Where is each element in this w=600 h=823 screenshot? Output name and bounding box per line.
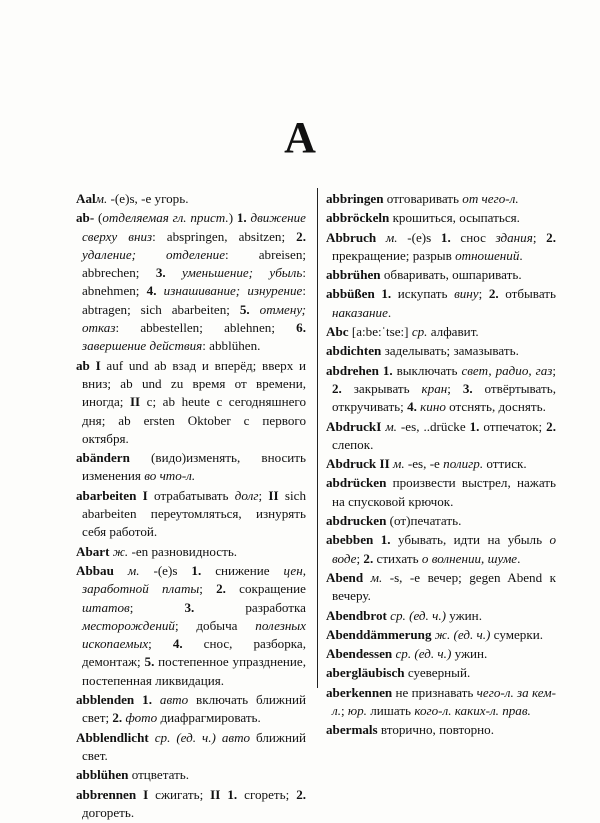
entry-text: ; — [356, 550, 364, 566]
entry-text: . — [387, 304, 392, 320]
entry-headword: abdrücken — [326, 475, 387, 491]
entry-text: ужин. — [445, 607, 482, 623]
entry-text: произвести выстрел, нажать на спусковой крючок. — [332, 475, 556, 509]
entry-label: полезных ископаемых — [82, 617, 306, 652]
entry-sense-number: II — [268, 487, 279, 503]
entry-headword: Abenddämmerung — [326, 626, 432, 642]
entry-text: ; — [532, 229, 547, 245]
entry-sense-number: 1. — [381, 286, 392, 302]
entry-text — [250, 302, 260, 317]
entry-text: прекращение; разрыв — [332, 247, 456, 263]
entry-sense-number: 2. — [296, 786, 307, 802]
entry-sense-number: 1. — [440, 229, 451, 245]
entry-text: [a:be:ˈtse:] — [348, 324, 412, 340]
entry-sense-number: 1. — [380, 532, 391, 548]
entry-text: отвёртывать, откручивать; — [332, 380, 556, 415]
entry-headword: aberkennen — [326, 684, 393, 700]
dictionary-entry — [326, 626, 556, 644]
entry-sense-number: 2. — [488, 286, 499, 302]
dictionary-entry — [326, 229, 556, 266]
entry-label: ж. (ед. ч.) — [434, 626, 491, 642]
dictionary-entry — [326, 342, 556, 360]
entry-headword: abarbeiten I — [76, 487, 148, 503]
entry-text: отрабатывать — [147, 487, 235, 503]
entry-label: ж. — [112, 543, 129, 559]
entry-label: вину — [454, 286, 479, 302]
dictionary-entry — [326, 474, 556, 511]
entry-text: сгореть; — [237, 786, 297, 802]
entry-sense-number: 2. — [363, 550, 374, 566]
entry-text: -s, -e вечер; gegen Abend к вечеру. — [332, 569, 556, 604]
entry-headword: Abendbrot — [326, 607, 387, 623]
entry-label: во что-л. — [144, 468, 196, 484]
dictionary-entry — [76, 357, 306, 448]
dictionary-entry — [76, 562, 306, 690]
entry-text: c; ab heute с сегодняшнего дня; ab ersten Oktober с первого октября. — [82, 394, 306, 446]
entry-headword: abebben — [326, 532, 374, 548]
dictionary-entry — [326, 531, 556, 568]
entry-text: : abtragen; sich abarbeiten; — [82, 283, 306, 317]
entry-text: : abblühen. — [202, 338, 261, 354]
entry-headword: abermals — [326, 722, 378, 738]
entry-label: ср. — [411, 324, 428, 340]
dictionary-entry — [326, 607, 556, 625]
entry-text: обваривать, ошпаривать. — [380, 267, 522, 283]
entry-text: auf und ab взад и вперёд; вверх и вниз; ab und zu время от времени, иногда; — [82, 357, 306, 410]
entry-label: кого-л. каких-л. прав. — [414, 703, 531, 719]
entry-text: : abnehmen; — [82, 265, 306, 299]
entry-text — [156, 283, 163, 298]
entry-label: месторождений — [82, 617, 175, 633]
entry-text — [152, 692, 160, 707]
entry-headword: abblenden — [76, 692, 135, 708]
entry-sense-number: 2. — [112, 710, 123, 726]
left-column — [76, 190, 306, 823]
entry-text — [134, 692, 142, 707]
entry-headword: abändern — [76, 450, 130, 466]
entry-label: м. — [127, 562, 140, 578]
entry-headword: Abend — [326, 569, 364, 585]
right-column — [326, 190, 556, 741]
entry-sense-number: 1. — [191, 562, 202, 578]
entry-headword: Abbau — [76, 562, 114, 578]
dictionary-entry — [76, 691, 306, 728]
entry-sense-number: 4. — [146, 283, 157, 299]
entry-sense-number: 2. — [296, 228, 306, 244]
dictionary-entry — [326, 645, 556, 663]
entry-sense-number: 3. — [184, 599, 195, 615]
entry-label: движение сверху вниз — [82, 210, 306, 244]
entry-sense-number: 3. — [155, 265, 166, 281]
dictionary-entry — [326, 190, 556, 208]
entry-text: крошиться, осыпаться. — [389, 210, 520, 226]
entry-label: свет, радио, газ — [461, 362, 553, 378]
entry-headword: Abc — [326, 324, 349, 340]
entry-label: полигр. — [443, 456, 484, 472]
entry-sense-number: 2. — [546, 229, 556, 245]
entry-text: вторично, повторно. — [377, 722, 494, 738]
entry-label: от чего-л. — [462, 191, 519, 206]
entry-sense-number: 5. — [239, 301, 250, 317]
entry-text: ужин. — [451, 646, 488, 662]
entry-text: ; — [340, 703, 348, 719]
dictionary-entry — [76, 487, 306, 542]
entry-text: сокращение — [225, 581, 306, 597]
entry-text: лишать — [366, 703, 415, 719]
entry-sense-number: 4. — [172, 636, 183, 652]
entry-label: м. — [370, 569, 383, 585]
dictionary-entry — [326, 362, 556, 417]
entry-text: . — [519, 247, 523, 263]
entry-sense-number: 1. — [142, 692, 152, 708]
entry-text: суеверный. — [404, 665, 471, 681]
entry-headword: abdichten — [326, 343, 382, 359]
entry-headword: abbrühen — [326, 267, 381, 283]
entry-text: отпечаток; — [479, 418, 547, 434]
entry-text: . — [517, 550, 521, 566]
entry-text: включать ближний свет; — [82, 692, 307, 726]
entry-headword: abblühen — [76, 767, 129, 783]
entry-sense-number: II — [129, 394, 141, 410]
entry-headword: Abart — [76, 543, 110, 559]
dictionary-entry — [76, 786, 306, 823]
entry-text: снос, разборка, демонтаж; — [82, 636, 306, 670]
entry-label: фото — [125, 710, 158, 726]
entry-label: м. — [385, 229, 398, 245]
entry-label: м. — [95, 191, 108, 206]
entry-label: кран — [421, 380, 448, 396]
dictionary-entry — [76, 766, 306, 784]
dictionary-entry — [76, 209, 306, 355]
entry-text: ; — [148, 636, 173, 652]
dictionary-entry — [326, 418, 556, 455]
entry-headword: abbringen — [326, 191, 384, 206]
entry-text: слепок. — [332, 436, 374, 452]
entry-text: -(e)s — [139, 562, 192, 578]
dictionary-entry — [326, 721, 556, 739]
entry-sense-number: I — [376, 418, 382, 434]
entry-text: (от)печатать. — [386, 513, 462, 529]
entry-text: : abspringen, absitzen; — [152, 228, 297, 244]
entry-label: цен, заработной платы — [82, 562, 306, 597]
entry-label: отношений — [455, 247, 520, 263]
entry-label: юр. — [347, 703, 367, 719]
dictionary-entry — [76, 543, 306, 561]
entry-text: ; — [478, 286, 489, 302]
entry-text: : abbestellen; ablehnen; — [115, 320, 297, 336]
entry-label: м. — [392, 456, 405, 472]
entry-sense-number: 4. — [407, 399, 417, 415]
entry-text: алфавит. — [427, 324, 479, 340]
dictionary-entry — [76, 190, 306, 208]
entry-label: ср. (ед. ч.) — [390, 607, 446, 623]
dictionary-entry — [326, 209, 556, 227]
entry-headword: Aal — [76, 191, 96, 206]
entry-text — [373, 532, 380, 547]
entry-text — [376, 230, 386, 245]
entry-text — [114, 563, 128, 578]
entry-text: отснять, доснять. — [445, 399, 546, 415]
entry-text: выключать — [392, 362, 462, 378]
entry-text: сжигать; — [148, 786, 211, 802]
entry-label: ср. (ед. ч.) авто — [154, 729, 251, 745]
entry-text: -en разновидность. — [128, 543, 238, 559]
dictionary-entry — [326, 266, 556, 284]
entry-sense-number: 1. — [227, 786, 238, 802]
entry-headword: Abblendlicht — [76, 729, 149, 745]
entry-headword: Abdruck II — [326, 456, 390, 472]
entry-text: -(e)s, -e угорь. — [107, 191, 189, 206]
dictionary-entry — [76, 729, 306, 766]
dictionary-entry — [76, 449, 306, 486]
dictionary-entry — [326, 664, 556, 682]
entry-text: sich abarbeiten переутомляться, изнурять себя работой. — [82, 487, 306, 540]
column-divider — [317, 188, 318, 688]
entry-label: долг — [234, 487, 259, 503]
dictionary-entry — [326, 569, 556, 606]
entry-label: удаление; отделение — [82, 246, 226, 262]
entry-text: -es, ..drücke — [396, 418, 470, 434]
entry-text: искупать — [391, 286, 455, 302]
entry-sense-number: 1. — [236, 210, 247, 226]
entry-text: (видо)изменять, вносить изменения — [82, 450, 306, 484]
entry-text: догореть. — [82, 804, 135, 820]
entry-text: ; — [129, 599, 185, 615]
entry-label: отмену; отказ — [82, 301, 306, 336]
entry-text: не признавать — [392, 684, 477, 700]
entry-text: оттиск. — [483, 456, 527, 472]
entry-text: стихать — [373, 550, 422, 566]
entry-label: изнашивание; изнурение — [163, 283, 303, 299]
entry-text: ; — [447, 380, 463, 396]
dictionary-entry — [326, 285, 556, 322]
entry-label: ср. (ед. ч.) — [395, 646, 452, 662]
entry-text — [220, 787, 227, 802]
entry-text: закрывать — [341, 380, 422, 396]
dictionary-entry — [326, 512, 556, 530]
entry-text: постепенное упразднение, постепенная ликвидация. — [82, 654, 306, 688]
entry-text: отбывать — [498, 286, 556, 302]
entry-headword: abdrehen — [326, 362, 379, 378]
entry-headword: abdrucken — [326, 513, 387, 529]
entry-headword: ab- — [76, 210, 95, 226]
entry-label: о волнении, шуме — [421, 550, 518, 566]
entry-sense-number: 2. — [546, 418, 556, 434]
entry-sense-number: 1. — [469, 418, 480, 434]
entry-sense-number: 1. — [382, 362, 393, 378]
entry-headword: abergläubisch — [326, 665, 405, 681]
entry-headword: abbüßen — [326, 286, 375, 302]
entry-label: завершение действия — [82, 338, 203, 354]
entry-headword: Abendessen — [326, 646, 393, 662]
entry-headword: Abdruck — [326, 418, 377, 434]
entry-label: уменьшение; убыль — [182, 265, 303, 281]
entry-text — [363, 570, 370, 585]
entry-text: : abreisen; abbrechen; — [82, 246, 306, 281]
entry-text: снижение — [201, 562, 284, 578]
entry-text — [166, 265, 182, 280]
entry-headword: abbröckeln — [326, 210, 390, 226]
entry-label: м. — [385, 418, 397, 434]
entry-text: заделывать; замазывать. — [381, 343, 519, 359]
entry-text: ; — [258, 487, 269, 503]
entry-headword: ab I — [76, 357, 101, 373]
entry-sense-number: 5. — [144, 654, 155, 670]
entry-text: снос — [450, 229, 496, 245]
entry-label: авто — [159, 692, 189, 708]
entry-sense-number: 2. — [216, 581, 226, 597]
entry-text: ; добыча — [174, 617, 256, 633]
entry-text: сумерки. — [490, 626, 543, 642]
entry-label: кино — [420, 399, 446, 415]
entry-label: о воде — [332, 532, 556, 566]
entry-label: чего-л. за кем-л. — [332, 684, 556, 719]
entry-label: наказание — [332, 304, 388, 320]
section-letter: A — [284, 113, 316, 162]
entry-label: отделяемая гл. прист. — [102, 210, 229, 226]
entry-sense-number: 3. — [462, 380, 473, 396]
entry-text: ) — [228, 210, 237, 226]
entry-text: отцветать. — [128, 767, 190, 783]
entry-sense-number: 2. — [332, 380, 342, 396]
dictionary-entry — [326, 323, 556, 341]
entry-text: ; — [199, 581, 217, 597]
entry-text: ; — [552, 362, 556, 378]
entry-text: диафрагмировать. — [157, 710, 261, 726]
entry-text: -(e)s — [397, 229, 441, 245]
entry-headword: Abbruch — [326, 229, 377, 245]
entry-text: -es, -e — [404, 456, 444, 472]
entry-label: здания — [495, 229, 533, 245]
entry-text: отговаривать — [383, 191, 463, 206]
entry-text: убывать, идти на убыль — [390, 532, 550, 548]
dictionary-entry — [326, 684, 556, 721]
entry-text: ближний свет. — [82, 729, 306, 763]
entry-sense-number: II — [210, 786, 221, 802]
dictionary-entry — [326, 455, 556, 473]
entry-text: разработка — [194, 599, 306, 615]
entry-headword: abbrennen I — [76, 786, 149, 802]
entry-text: ( — [94, 210, 103, 226]
entry-sense-number: 6. — [296, 320, 306, 336]
entry-label: штатов — [82, 599, 130, 615]
